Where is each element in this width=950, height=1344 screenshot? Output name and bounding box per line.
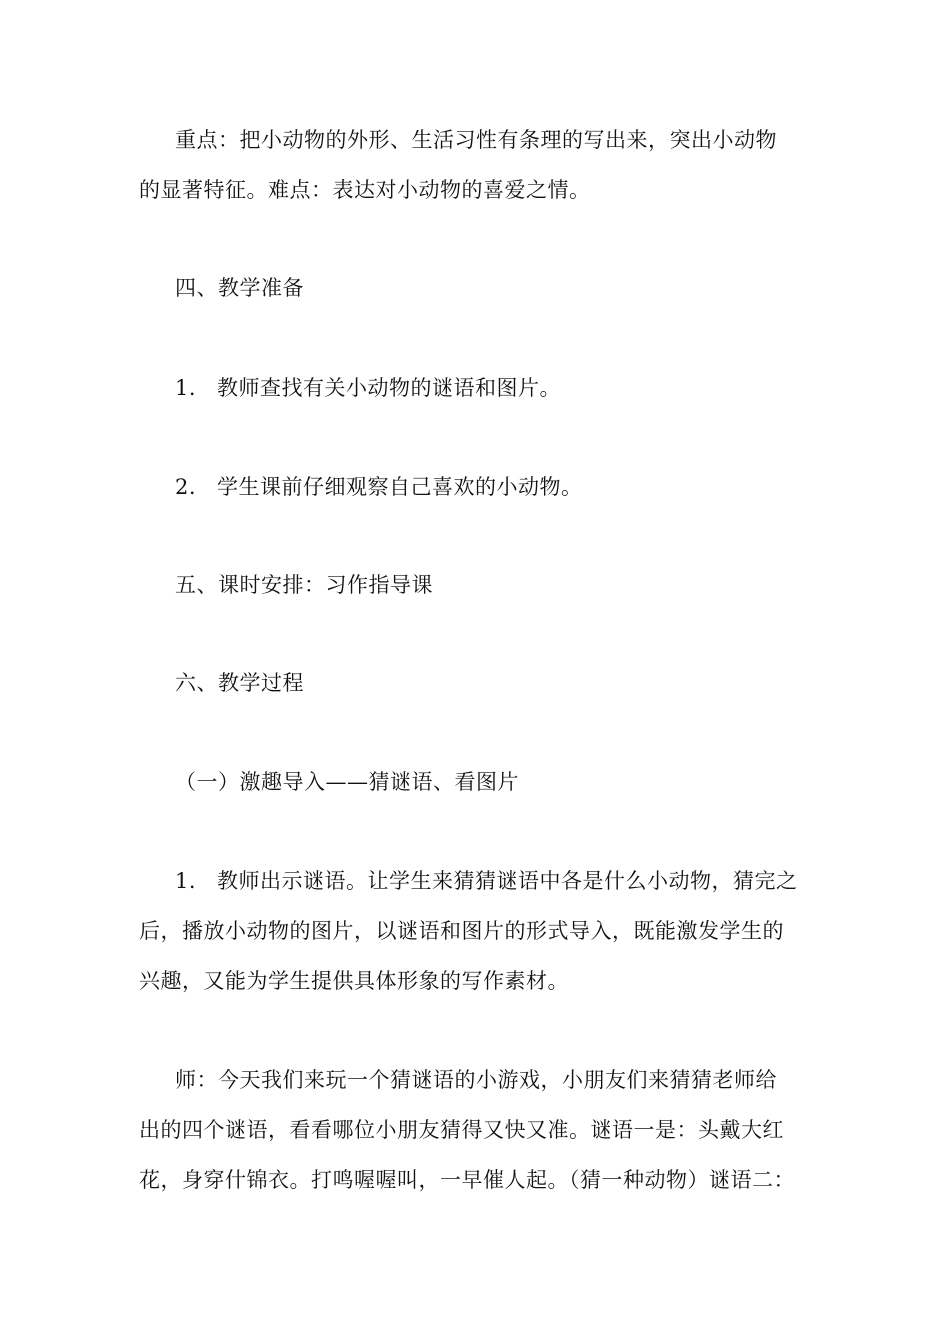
section-5-heading	[139, 574, 829, 624]
prep-item-2-text: 学生课前仔细观察自己喜欢的小动物。	[217, 475, 583, 499]
prep-item-1-number: 1.	[175, 376, 197, 400]
step-1-line-3: 兴趣，又能为学生提供具体形象的写作素材。	[139, 969, 569, 993]
prep-item-1	[139, 377, 829, 427]
teacher-line-2: 出的四个谜语，看看哪位小朋友猜得又快又准。谜语一是：头戴大红	[139, 1118, 784, 1142]
step-1-line-1: 教师出示谜语。让学生来猜猜谜语中各是什么小动物，猜完之	[217, 869, 798, 893]
section-4-heading	[139, 277, 829, 327]
subsection-1-heading	[139, 771, 829, 821]
prep-item-2-number: 2.	[175, 475, 197, 499]
teacher-line-1: 师：今天我们来玩一个猜谜语的小游戏，小朋友们来猜猜老师给	[175, 1068, 777, 1092]
step-1-paragraph	[139, 870, 829, 1020]
focus-paragraph	[139, 129, 829, 229]
teacher-paragraph	[139, 1069, 829, 1219]
focus-line-1: 重点：把小动物的外形、生活习性有条理的写出来，突出小动物	[175, 128, 777, 152]
teacher-line-3: 花，身穿什锦衣。打鸣喔喔叫，一早催人起。（猜一种动物）谜语二：	[139, 1168, 795, 1192]
subsection-1-text: （一）激趣导入——猜谜语、看图片	[175, 770, 519, 794]
section-4-text: 四、教学准备	[175, 276, 304, 300]
focus-line-2: 的显著特征。难点：表达对小动物的喜爱之情。	[139, 178, 591, 202]
section-6-text: 六、教学过程	[175, 671, 304, 695]
section-5-text: 五、课时安排：习作指导课	[175, 573, 433, 597]
step-1-line-2: 后，播放小动物的图片，以谜语和图片的形式导入，既能激发学生的	[139, 919, 784, 943]
section-6-heading	[139, 672, 829, 722]
step-1-number: 1.	[175, 869, 197, 893]
prep-item-2	[139, 476, 829, 526]
prep-item-1-text: 教师查找有关小动物的谜语和图片。	[217, 376, 561, 400]
